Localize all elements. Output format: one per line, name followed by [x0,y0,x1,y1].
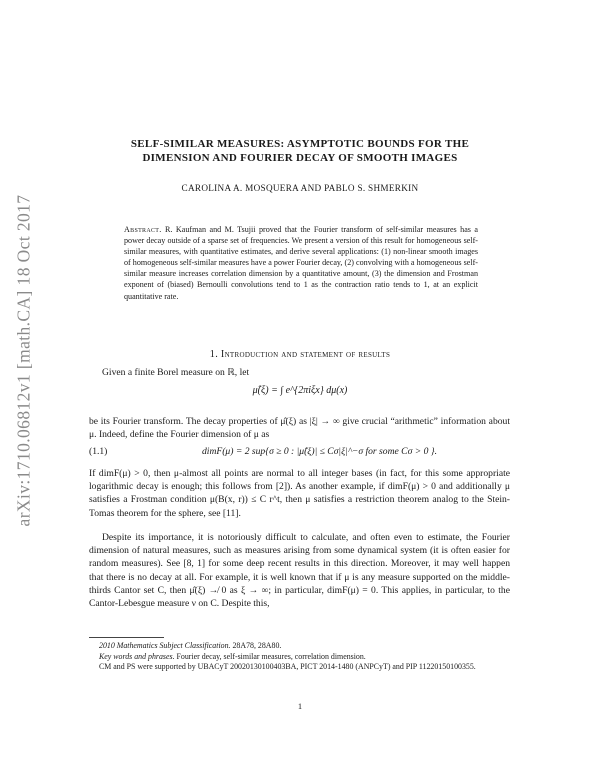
footnote-msc [89,641,510,652]
page-number: 1 [297,701,303,711]
footnote-keywords [89,652,510,663]
keywords-label: Key words and phrases. [99,651,175,661]
author-list: CAROLINA A. MOSQUERA AND PABLO S. SHMERKIN [181,183,419,193]
arxiv-identifier: arXiv:1710.06812v1 [math.CA] 18 Oct 2017 [13,194,34,526]
footnote-support: CM and PS were supported by UBACyT 20020130100403BA, PICT 2014-1480 (ANPCyT) and PIP 11220150100355. [99,662,476,672]
title-line-2: DIMENSION AND FOURIER DECAY OF SMOOTH IMAGES [142,152,458,164]
paragraph-despite: Despite its importance, it is notoriously difficult to calculate, and often even to estimate, the Fourier dimension of natural measures, such as measures arising from some dynamical system (it is often easier for random measures). See [8, 1] for some deep recent results in this direction. Moreover, it may well happen that there is no decay at all. For example, it is well known that if μ is any measure supported on the middle-thirds Cantor set C, then μ̂(ξ) ↛ 0 as ξ → ∞; in particular, dimF(μ) = 0. This applies, in particular, to the Cantor-Lebesgue measure ν on C. Despite this, [89,532,510,610]
fourier-dimension-definition: dimF(μ) = 2 sup{σ ≥ 0 : |μ̂(ξ)| ≤ Cσ|ξ|^−σ for some Cσ > 0 }. [201,446,438,457]
paragraph-fourier-transform: be its Fourier transform. The decay properties of μ̂(ξ) as |ξ| → ∞ give crucial “arithmetic” information about μ. Indeed, define the Fourier dimension of μ as [89,416,510,441]
footnote-rule [89,637,164,638]
paragraph-intro: Given a finite Borel measure on ℝ, let [102,367,250,378]
abstract [124,224,478,302]
paper-title [90,137,510,165]
keywords-text: Fourier decay, self-similar measures, correlation dimension. [176,651,366,661]
paragraph-normality: If dimF(μ) > 0, then μ-almost all points are normal to all integer bases (in fact, for this some appropriate logarithmic decay is enough; this follows from [2]). As another example, if dimF(μ) > 0 and additionally μ satisfies a Frostman condition μ(B(x, r)) ≤ C r^t, then μ satisfies a restriction theorem analog to the Stein-Tomas theorem for the sphere, see [11]. [89,468,510,519]
abstract-label: Abstract. [124,225,162,234]
msc-codes: 28A78, 28A80. [232,641,282,650]
footnotes [89,641,510,673]
equation-1-1 [89,446,510,460]
fourier-transform-equation: μ̂(ξ) = ∫ e^{2πiξx} dμ(x) [252,385,348,396]
equation-number: (1.1) [89,446,108,457]
section-heading: 1. Introduction and statement of results [209,349,391,360]
arxiv-stamp [8,145,40,575]
msc-label: 2010 Mathematics Subject Classification. [99,641,231,650]
title-line-1: SELF-SIMILAR MEASURES: ASYMPTOTIC BOUNDS FOR THE [130,138,470,150]
abstract-text: R. Kaufman and M. Tsujii proved that the Fourier transform of self-similar measures has a power decay outside of a sparse set of frequencies. We present a version of this result for homogeneous self-similar measures, with quantitative estimates, and derive several applications: (1) non-linear smooth images of homogeneous self-similar measures have a power Fourier decay, (2) convolving with a homogeneous self-similar measure increases correlation dimension by a quantitative amount, (3) the dimension and Frostman exponent of (biased) Bernoulli convolutions tend to 1 as the contraction ratio tends to 1, at an explicit quantitative rate. [124,225,478,301]
